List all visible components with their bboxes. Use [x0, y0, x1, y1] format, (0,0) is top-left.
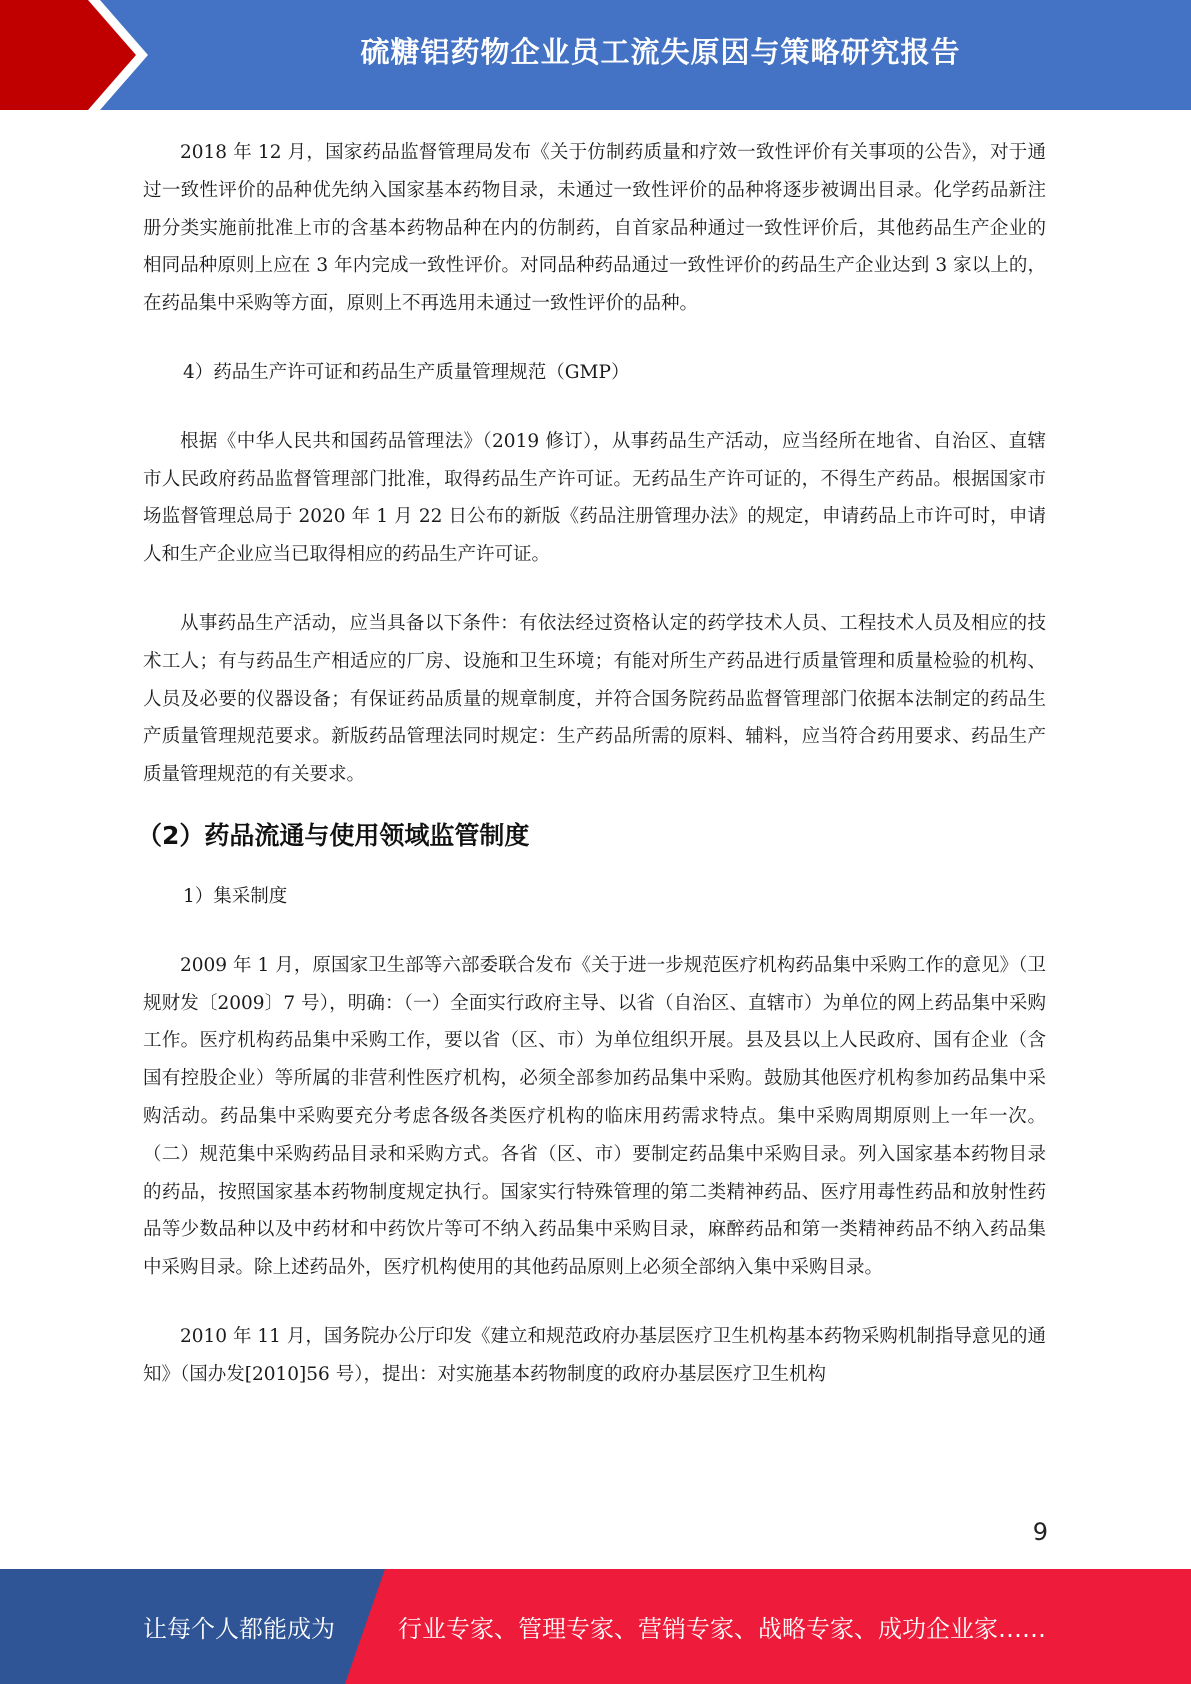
- arrow-decoration-icon: [0, 0, 160, 110]
- paragraph-production-license: 根据《中华人民共和国药品管理法》（2019 修订），从事药品生产活动，应当经所在地省、自治区、直辖市人民政府药品监督管理部门批准，取得药品生产许可证。无药品生产许可证的，不得生产药品。根据国家市场监督管理总局于 2020 年 1 月 22 日公布的新版《药品注册管理办法》的规定，申请药品上市许可时，申请人和生产企业应当已取得相应的药品生产许可证。: [143, 430, 1046, 566]
- footer-slogan-roles: 行业专家、管理专家、营销专家、战略专家、成功企业家……: [398, 1615, 1046, 1643]
- paragraph-procurement-2010: 2010 年 11 月，国务院办公厅印发《建立和规范政府办基层医疗卫生机构基本药物采购机制指导意见的通知》（国办发[2010]56 号），提出：对实施基本药物制度的政府办基层医疗卫生机构: [143, 1325, 1046, 1385]
- paragraph-consistency-evaluation: 2018 年 12 月，国家药品监督管理局发布《关于仿制药质量和疗效一致性评价有关事项的公告》，对于通过一致性评价的品种优先纳入国家基本药物目录，未通过一致性评价的品种将逐步被调出目录。化学药品新注册分类实施前批准上市的含基本药物品种在内的仿制药，自首家品种通过一致性评价后，其他药品生产企业的相同品种原则上应在 3 年内完成一致性评价。对同品种药品通过一致性评价的药品生产企业达到 3 家以上的，在药品集中采购等方面，原则上不再选用未通过一致性评价的品种。: [143, 142, 1046, 315]
- paragraph-procurement-2009: 2009 年 1 月，原国家卫生部等六部委联合发布《关于进一步规范医疗机构药品集中采购工作的意见》（卫规财发〔2009〕7 号），明确：（一）全面实行政府主导、以省（自治区、直辖市）为单位的网上药品集中采购工作。医疗机构药品集中采购工作，要以省（区、市）为单位组织开展。县及县以上人民政府、国有企业（含国有控股企业）等所属的非营利性医疗机构，必须全部参加药品集中采购。鼓励其他医疗机构参加药品集中采购活动。药品集中采购要充分考虑各级各类医疗机构的临床用药需求特点。集中采购周期原则上一年一次。（二）规范集中采购药品目录和采购方式。各省（区、市）要制定药品集中采购目录。列入国家基本药物目录的药品，按照国家基本药物制度规定执行。国家实行特殊管理的第二类精神药品、医疗用毒性药品和放射性药品等少数品种以及中药材和中药饮片等可不纳入药品集中采购目录，麻醉药品和第一类精神药品不纳入药品集中采购目录。除上述药品外，医疗机构使用的其他药品原则上必须全部纳入集中采购目录。: [143, 954, 1046, 1279]
- page-number: 9: [1032, 1518, 1048, 1546]
- section-heading-circulation: （2）药品流通与使用领域监管制度: [137, 820, 530, 850]
- page-body: [137, 134, 1046, 1394]
- report-title: 硫糖铝药物企业员工流失原因与策略研究报告: [360, 34, 961, 69]
- page-footer: [0, 1569, 1191, 1684]
- paragraph-production-conditions: 从事药品生产活动，应当具备以下条件：有依法经过资格认定的药学技术人员、工程技术人员及相应的技术工人；有与药品生产相适应的厂房、设施和卫生环境；有能对所生产药品进行质量管理和质量检验的机构、人员及必要的仪器设备；有保证药品质量的规章制度，并符合国务院药品监督管理部门依据本法制定的药品生产质量管理规范要求。新版药品管理法同时规定：生产药品所需的原料、辅料，应当符合药用要求、药品生产质量管理规范的有关要求。: [143, 612, 1046, 786]
- footer-slogan-lead: 让每个人都能成为: [143, 1615, 335, 1643]
- page-header: [0, 0, 1191, 110]
- subheading-procurement: 1）集采制度: [183, 885, 288, 907]
- subheading-gmp: 4）药品生产许可证和药品生产质量管理规范（GMP）: [183, 361, 630, 383]
